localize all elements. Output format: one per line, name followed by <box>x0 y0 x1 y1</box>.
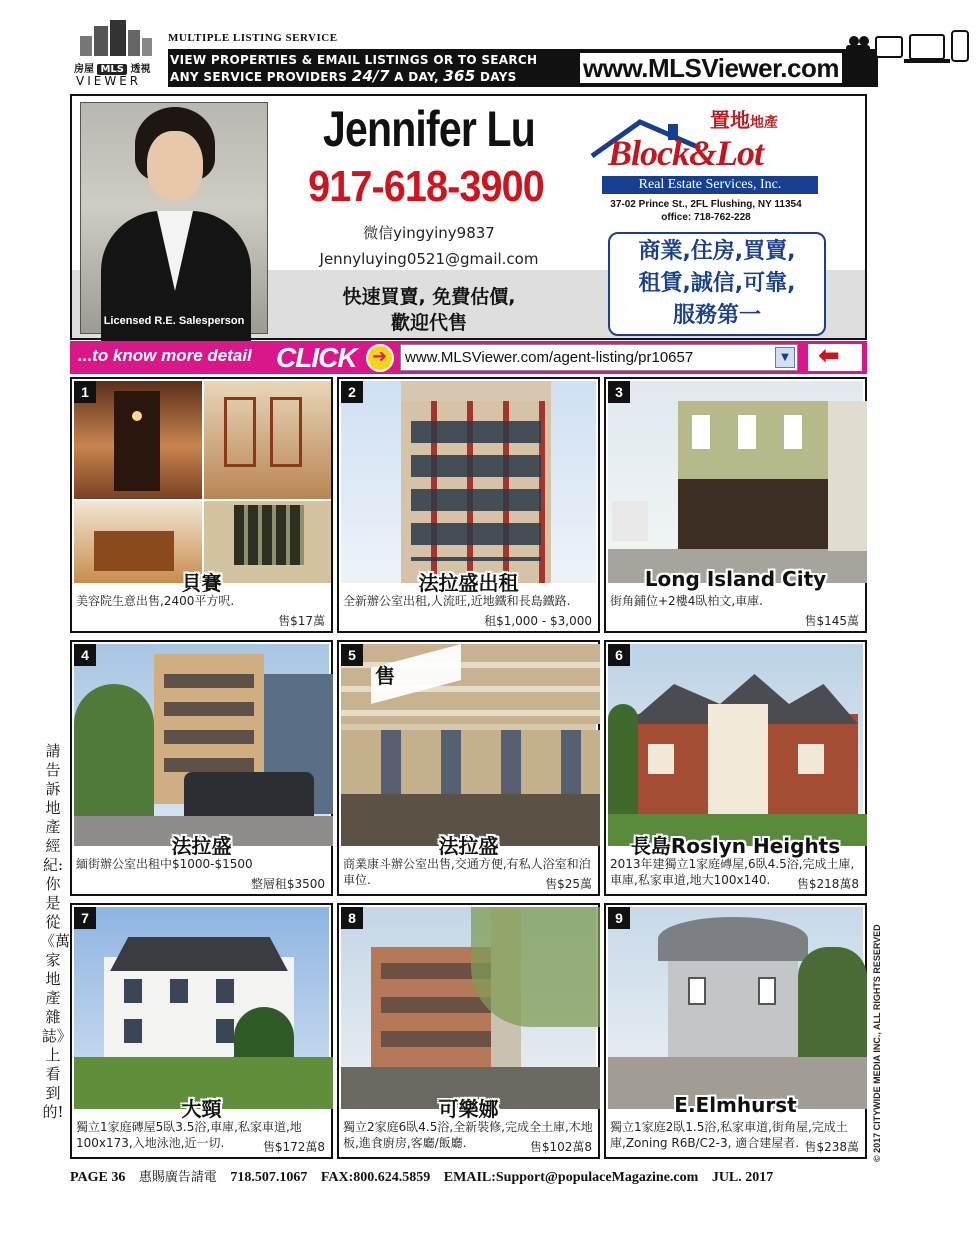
listing-desc-9: 獨立1家庭2臥1.5浴,私家車道,街角屋,完成土庫,Zoning R6B/C2-3, 適合建屋者. <box>610 1120 848 1150</box>
agent-listing-url-field[interactable] <box>400 344 798 371</box>
agent-email[interactable]: Jennyluying0521@gmail.com <box>319 250 539 268</box>
promo-line-1: 快速買賣, 免費估價, <box>342 286 516 308</box>
listing-card-3[interactable] <box>604 377 867 633</box>
listing-price-4: 整層租$3500 <box>250 877 325 891</box>
photo-caption: Licensed R.E. Salesperson <box>103 315 245 327</box>
listing-title-4: 法拉盛 <box>171 834 232 858</box>
motto-line-1: 商業,住房,買賣, <box>638 239 796 264</box>
footer-email[interactable]: EMAIL:Support@populaceMagazine.com <box>443 1170 699 1185</box>
go-button[interactable] <box>846 31 976 87</box>
agent-photo <box>80 102 268 334</box>
logo-zh-left: 房屋 <box>74 64 94 75</box>
listing-title-8: 可樂娜 <box>438 1097 499 1121</box>
listing-photo-1 <box>74 381 329 583</box>
more-detail-text: ...to know more detail <box>78 346 252 365</box>
company-address: 37-02 Prince St., 2FL Flushing, NY 11354 <box>610 199 802 210</box>
listing-number-5: 5 <box>341 644 363 666</box>
listing-title-7: 大頸 <box>181 1097 222 1121</box>
slogan-line-2a: ANY SERVICE PROVIDERS <box>170 70 352 84</box>
company-office: office: 718-762-228 <box>661 212 751 223</box>
go-label: Go <box>938 64 966 86</box>
listing-number-2: 2 <box>341 381 363 403</box>
listing-title-6: 長島Roslyn Heights <box>630 834 841 858</box>
slogan-line-2c: A DAY, <box>389 70 444 84</box>
listing-desc-3: 街角鋪位+2樓4臥柏文,車庫. <box>610 594 763 608</box>
footer-ad-line: 惠賜廣告請電 <box>138 1170 217 1185</box>
slogan-text <box>168 52 537 85</box>
service-title: MULTIPLE LISTING SERVICE <box>168 32 338 44</box>
listing-price-6: 售$218萬8 <box>796 877 859 891</box>
footer-phone: 718.507.1067 <box>230 1170 308 1185</box>
listing-card-1[interactable] <box>70 377 333 633</box>
listing-desc-4: 緬街辦公室出租中$1000-$1500 <box>76 857 253 871</box>
website-link[interactable]: www.MLSViewer.com <box>578 51 844 85</box>
arrow-right-icon[interactable] <box>366 344 394 372</box>
listing-price-5: 售$25萬 <box>545 877 592 891</box>
agent-phone[interactable]: 917-618-3900 <box>308 162 544 211</box>
listing-photo-3 <box>608 381 863 583</box>
listing-number-6: 6 <box>608 644 630 666</box>
company-zh-small: 地產 <box>750 115 778 131</box>
listing-desc-1: 美容院生意出售,2400平方呎. <box>76 594 235 608</box>
mls-viewer-logo[interactable] <box>70 16 162 90</box>
motto-line-2: 租賃,誠信,可靠, <box>638 271 796 296</box>
logo-viewer-text: VIEWER <box>76 74 142 88</box>
listing-price-3: 售$145萬 <box>804 614 859 628</box>
promo-line-2: 歡迎代售 <box>390 312 467 334</box>
logo-chinese-line <box>74 60 151 75</box>
listing-card-9[interactable] <box>604 903 867 1159</box>
listing-title-1: 貝賽 <box>181 571 222 595</box>
listing-photo-5 <box>341 644 596 846</box>
company-name-zh <box>710 104 778 133</box>
listing-price-7: 售$172萬8 <box>262 1140 325 1154</box>
slogan-bar <box>168 49 966 87</box>
slogan-days: 365 <box>443 67 476 85</box>
listing-number-7: 7 <box>74 907 96 929</box>
listing-photo-9 <box>608 907 863 1109</box>
motto-line-3: 服務第一 <box>672 303 761 328</box>
block-lot-logo <box>590 100 822 200</box>
click-button[interactable]: CLICK <box>276 342 357 373</box>
listing-title-3: Long Island City <box>644 567 827 591</box>
listing-number-3: 3 <box>608 381 630 403</box>
logo-mls-badge: MLS <box>97 64 127 75</box>
listing-photo-4 <box>74 644 329 846</box>
top-banner <box>70 16 966 90</box>
listing-desc-6: 2013年建獨立1家庭磚屋,6臥4.5浴,完成土庫,車庫,私家車道,地大100x140. <box>610 857 855 887</box>
listing-price-8: 售$102萬8 <box>529 1140 592 1154</box>
company-motto <box>608 232 826 336</box>
listing-card-4[interactable] <box>70 640 333 896</box>
sold-badge: 售 <box>375 664 395 688</box>
footer-page: PAGE 36 <box>70 1170 126 1185</box>
listing-card-2[interactable] <box>337 377 600 633</box>
company-logo-text: Block&Lot <box>608 133 763 173</box>
listing-photo-6 <box>608 644 863 846</box>
listing-photo-7 <box>74 907 329 1109</box>
listing-photo-8 <box>341 907 596 1109</box>
slogan-hours: 24/7 <box>351 67 390 85</box>
page-footer <box>70 1166 870 1186</box>
listing-desc-2: 全新辦公室出租,人流旺,近地鐵和長島鐵路. <box>343 594 571 608</box>
listing-number-1: 1 <box>74 381 96 403</box>
copyright-notice: © 2017 CITYWIDE MEDIA INC., ALL RIGHTS RESERVED <box>872 924 882 1162</box>
photo-face <box>147 131 203 201</box>
listing-desc-8: 獨立2家庭6臥4.5浴,全新裝修,完成全土庫,木地板,進食廚房,客廳/飯廳. <box>343 1120 593 1150</box>
agent-name: Jennifer Lu <box>323 101 535 157</box>
chevron-down-icon[interactable]: ▼ <box>775 347 795 368</box>
footer-date: JUL. 2017 <box>711 1170 774 1185</box>
agent-wechat: 微信yingyiny9837 <box>363 224 495 242</box>
listing-price-9: 售$238萬 <box>804 1140 859 1154</box>
listing-photo-2 <box>341 381 596 583</box>
agent-listing-url: www.MLSViewer.com/agent-listing/pr10657 <box>405 349 694 366</box>
listing-title-5: 法拉盛 <box>438 834 499 858</box>
slogan-line-2 <box>170 68 537 85</box>
listing-number-4: 4 <box>74 644 96 666</box>
listing-price-2: 租$1,000 - $3,000 <box>484 614 592 628</box>
listing-card-6[interactable] <box>604 640 867 896</box>
agent-promo <box>284 284 574 336</box>
company-zh-main: 置地 <box>710 108 750 132</box>
listing-desc-5: 商業康斗辦公室出售,交通方便,有私人浴室和泊車位. <box>343 857 591 887</box>
listing-title-9: E.Elmhurst <box>674 1093 797 1117</box>
listing-card-8[interactable] <box>337 903 600 1159</box>
listing-desc-7: 獨立1家庭磚屋5臥3.5浴,車庫,私家車道,地100x173,入地泳池,近一切. <box>76 1120 302 1150</box>
slogan-line-1: VIEW PROPERTIES & EMAIL LISTINGS OR TO SEARCH <box>170 53 538 67</box>
listing-number-8: 8 <box>341 907 363 929</box>
agent-card <box>70 94 867 340</box>
footer-fax: FAX:800.624.5859 <box>320 1170 431 1185</box>
company-address-block <box>590 198 822 224</box>
logo-zh-right: 透視 <box>130 64 151 75</box>
listing-title-2: 法拉盛出租 <box>418 571 519 595</box>
side-vertical-text: 請告訴地產經紀: 你是從《萬家地產雜誌》上看到的! <box>40 742 71 1121</box>
back-arrow-button[interactable] <box>808 344 862 371</box>
slogan-line-2e: DAYS <box>475 70 517 84</box>
click-bar <box>70 341 867 374</box>
listing-card-5[interactable] <box>337 640 600 896</box>
buildings-icon <box>76 18 156 56</box>
listing-price-1: 售$17萬 <box>278 614 325 628</box>
listing-card-7[interactable] <box>70 903 333 1159</box>
company-band: Real Estate Services, Inc. <box>602 176 818 194</box>
listing-number-9: 9 <box>608 907 630 929</box>
